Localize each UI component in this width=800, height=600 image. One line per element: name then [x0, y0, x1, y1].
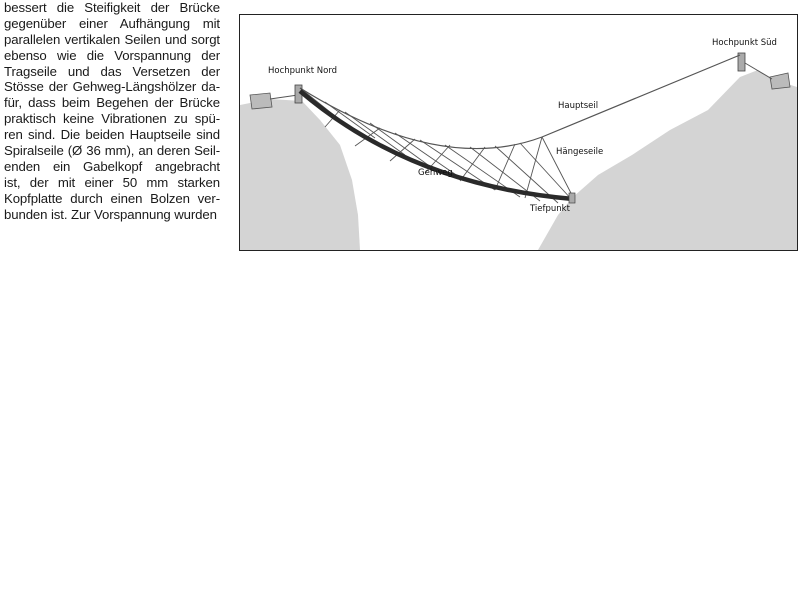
south-deck-anchor	[569, 193, 575, 203]
text-line: für, dass beim Begehen der Brücke	[4, 95, 220, 111]
text-line: praktisch keine Vibrationen zu spü-	[4, 111, 220, 127]
south-anchorage	[770, 73, 790, 89]
label-hochpunkt-nord: Hochpunkt Nord	[268, 66, 338, 76]
body-text-column	[4, 0, 220, 222]
bridge-diagram	[240, 15, 797, 250]
text-line: parallelen vertikalen Seilen und sorgt	[4, 31, 220, 47]
label-hochpunkt-sued: Hochpunkt Süd	[712, 38, 777, 48]
text-line: bunden ist. Zur Vorspannung wurden	[4, 206, 217, 222]
label-haengeseile: Hängeseile	[556, 147, 604, 157]
text-line: ren sind. Die beiden Hauptseile sind	[4, 127, 220, 143]
text-line: ist, der mit einer 50 mm starken	[4, 174, 220, 190]
text-line: gegenüber einer Aufhängung mit	[4, 15, 220, 31]
text-line: Stösse der Gehweg-Längshölzer da-	[4, 79, 220, 95]
text-line: Kopfplatte durch einen Bolzen ver-	[4, 190, 220, 206]
text-line: Tragseile und das Versetzen der	[4, 63, 220, 79]
north-anchorage	[250, 93, 272, 109]
text-line: enden ein Gabelkopf angebracht	[4, 158, 220, 174]
south-terrain	[538, 70, 797, 250]
text-line: bessert die Steifigkeit der Brücke	[4, 0, 220, 15]
bridge-figure	[239, 14, 798, 251]
label-tiefpunkt: Tiefpunkt	[530, 204, 570, 214]
north-anchor-rod	[270, 95, 298, 99]
text-line: ebenso wie die Vorspannung der	[4, 47, 220, 63]
text-line: Spiralseile (Ø 36 mm), an deren Seil-	[4, 143, 220, 159]
label-hauptseil: Hauptseil	[558, 101, 599, 111]
label-gehweg: Gehweg	[418, 168, 453, 178]
